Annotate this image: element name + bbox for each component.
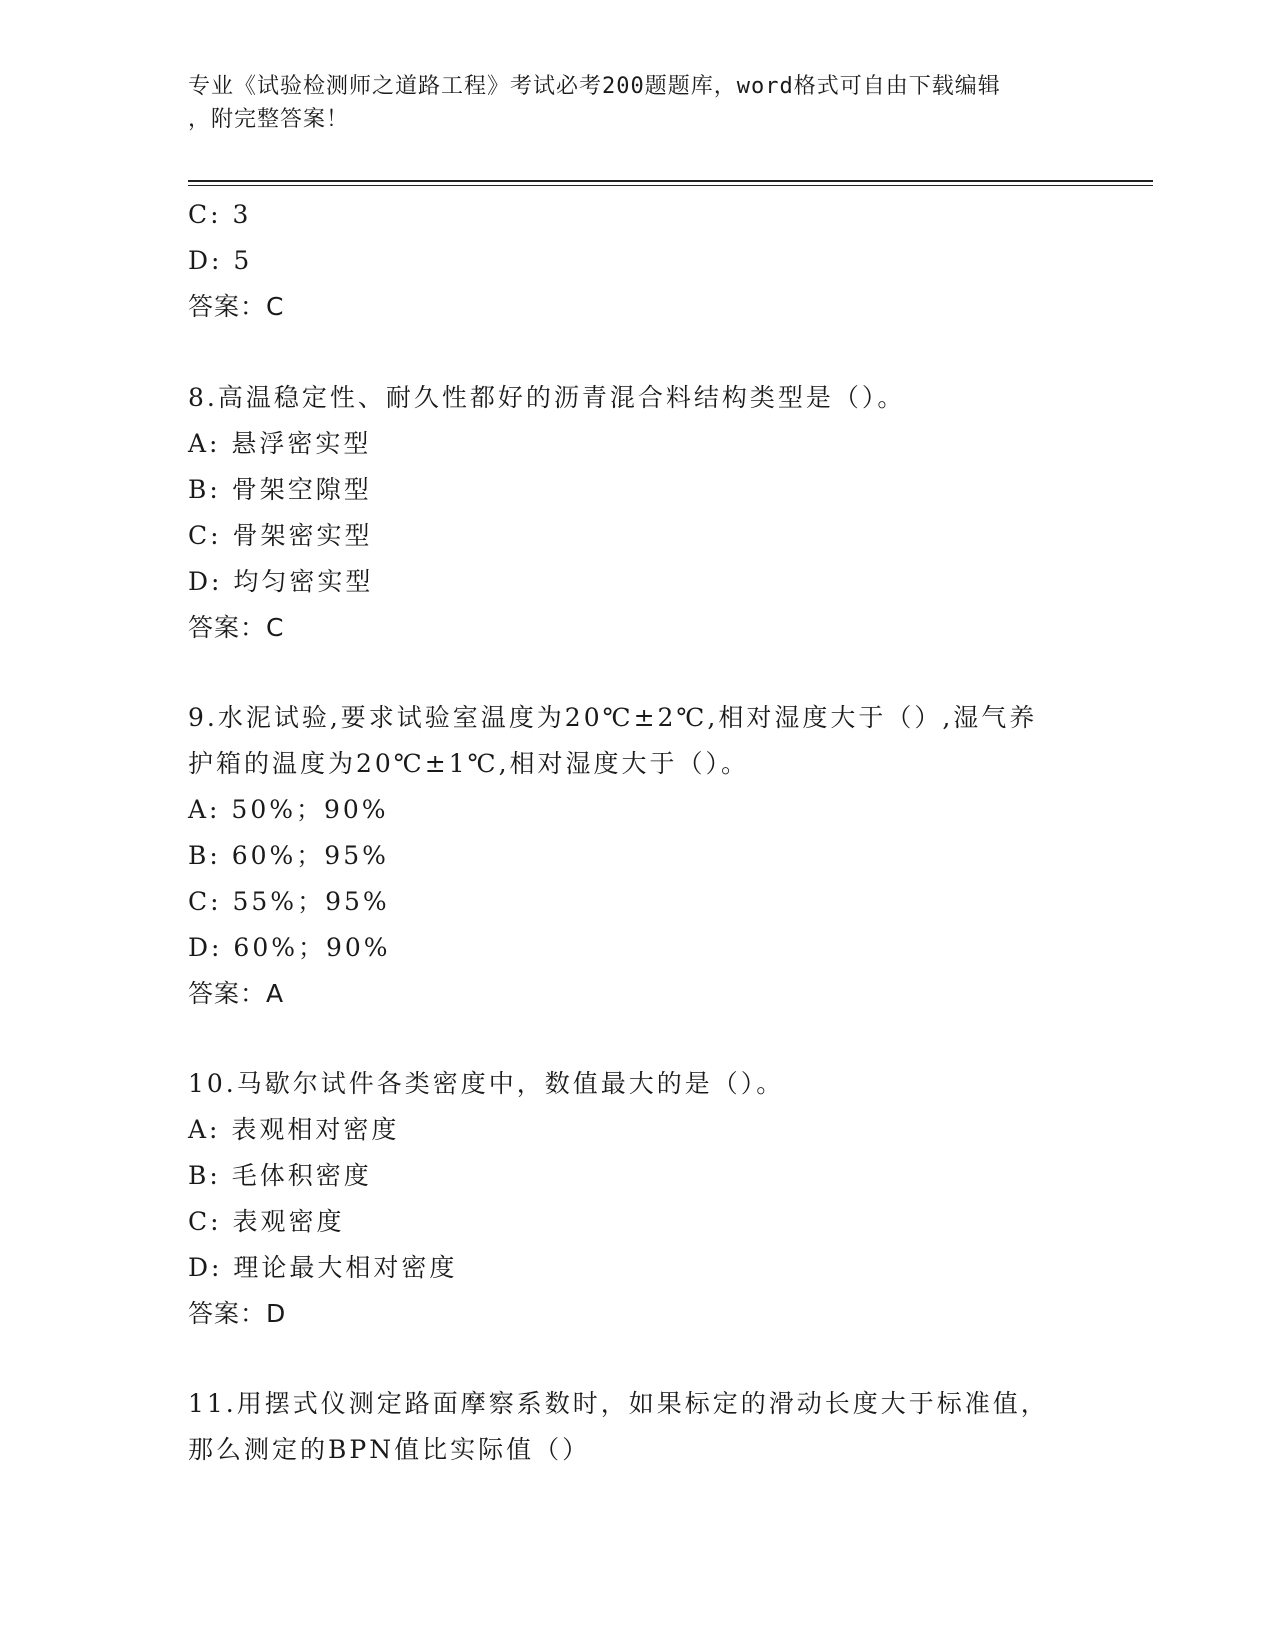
option-d: D: 5	[188, 246, 253, 275]
question-text-line1: 11.用摆式仪测定路面摩察系数时，如果标定的滑动长度大于标准值，	[188, 1389, 1049, 1418]
question-text: 8.高温稳定性、耐久性都好的沥青混合料结构类型是（）。	[188, 383, 906, 412]
option-a: A: 表观相对密度	[188, 1115, 400, 1144]
document-header	[188, 70, 1088, 136]
option-b: B: 毛体积密度	[188, 1161, 372, 1190]
question-text-line2: 那么测定的BPN值比实际值（）	[188, 1435, 591, 1464]
option-c: C: 3	[188, 200, 252, 229]
option-d: D: 理论最大相对密度	[188, 1253, 458, 1282]
option-b: B: 骨架空隙型	[188, 475, 372, 504]
answer: 答案：C	[188, 292, 285, 321]
question-list	[188, 192, 1088, 1473]
option-d: D: 60%；90%	[188, 933, 391, 962]
option-a: A: 悬浮密实型	[188, 429, 372, 458]
option-d: D: 均匀密实型	[188, 567, 374, 596]
header-title-line2: ，附完整答案！	[188, 107, 350, 132]
option-c: C: 表观密度	[188, 1207, 345, 1236]
question-text-line2: 护箱的温度为20℃±1℃,相对湿度大于（）。	[188, 749, 750, 778]
header-title-line1: 专业《试验检测师之道路工程》考试必考200题题库，word格式可自由下载编辑	[188, 74, 1001, 99]
question-text: 10.马歇尔试件各类密度中，数值最大的是（）。	[188, 1069, 785, 1098]
option-c: C: 55%；95%	[188, 887, 390, 916]
question-9	[188, 695, 1088, 1017]
header-divider-thick	[188, 180, 1153, 182]
answer: 答案：D	[188, 1299, 287, 1328]
answer: 答案：A	[188, 979, 285, 1008]
option-a: A: 50%；90%	[188, 795, 389, 824]
question-10	[188, 1061, 1088, 1337]
question-11	[188, 1381, 1088, 1473]
option-c: C: 骨架密实型	[188, 521, 373, 550]
header-divider-thin	[188, 185, 1153, 186]
question-8	[188, 375, 1088, 651]
option-b: B: 60%；95%	[188, 841, 389, 870]
answer: 答案：C	[188, 613, 285, 642]
question-text-line1: 9.水泥试验,要求试验室温度为20℃±2℃,相对湿度大于（）,湿气养	[188, 703, 1038, 732]
question-7-remainder	[188, 192, 1088, 330]
